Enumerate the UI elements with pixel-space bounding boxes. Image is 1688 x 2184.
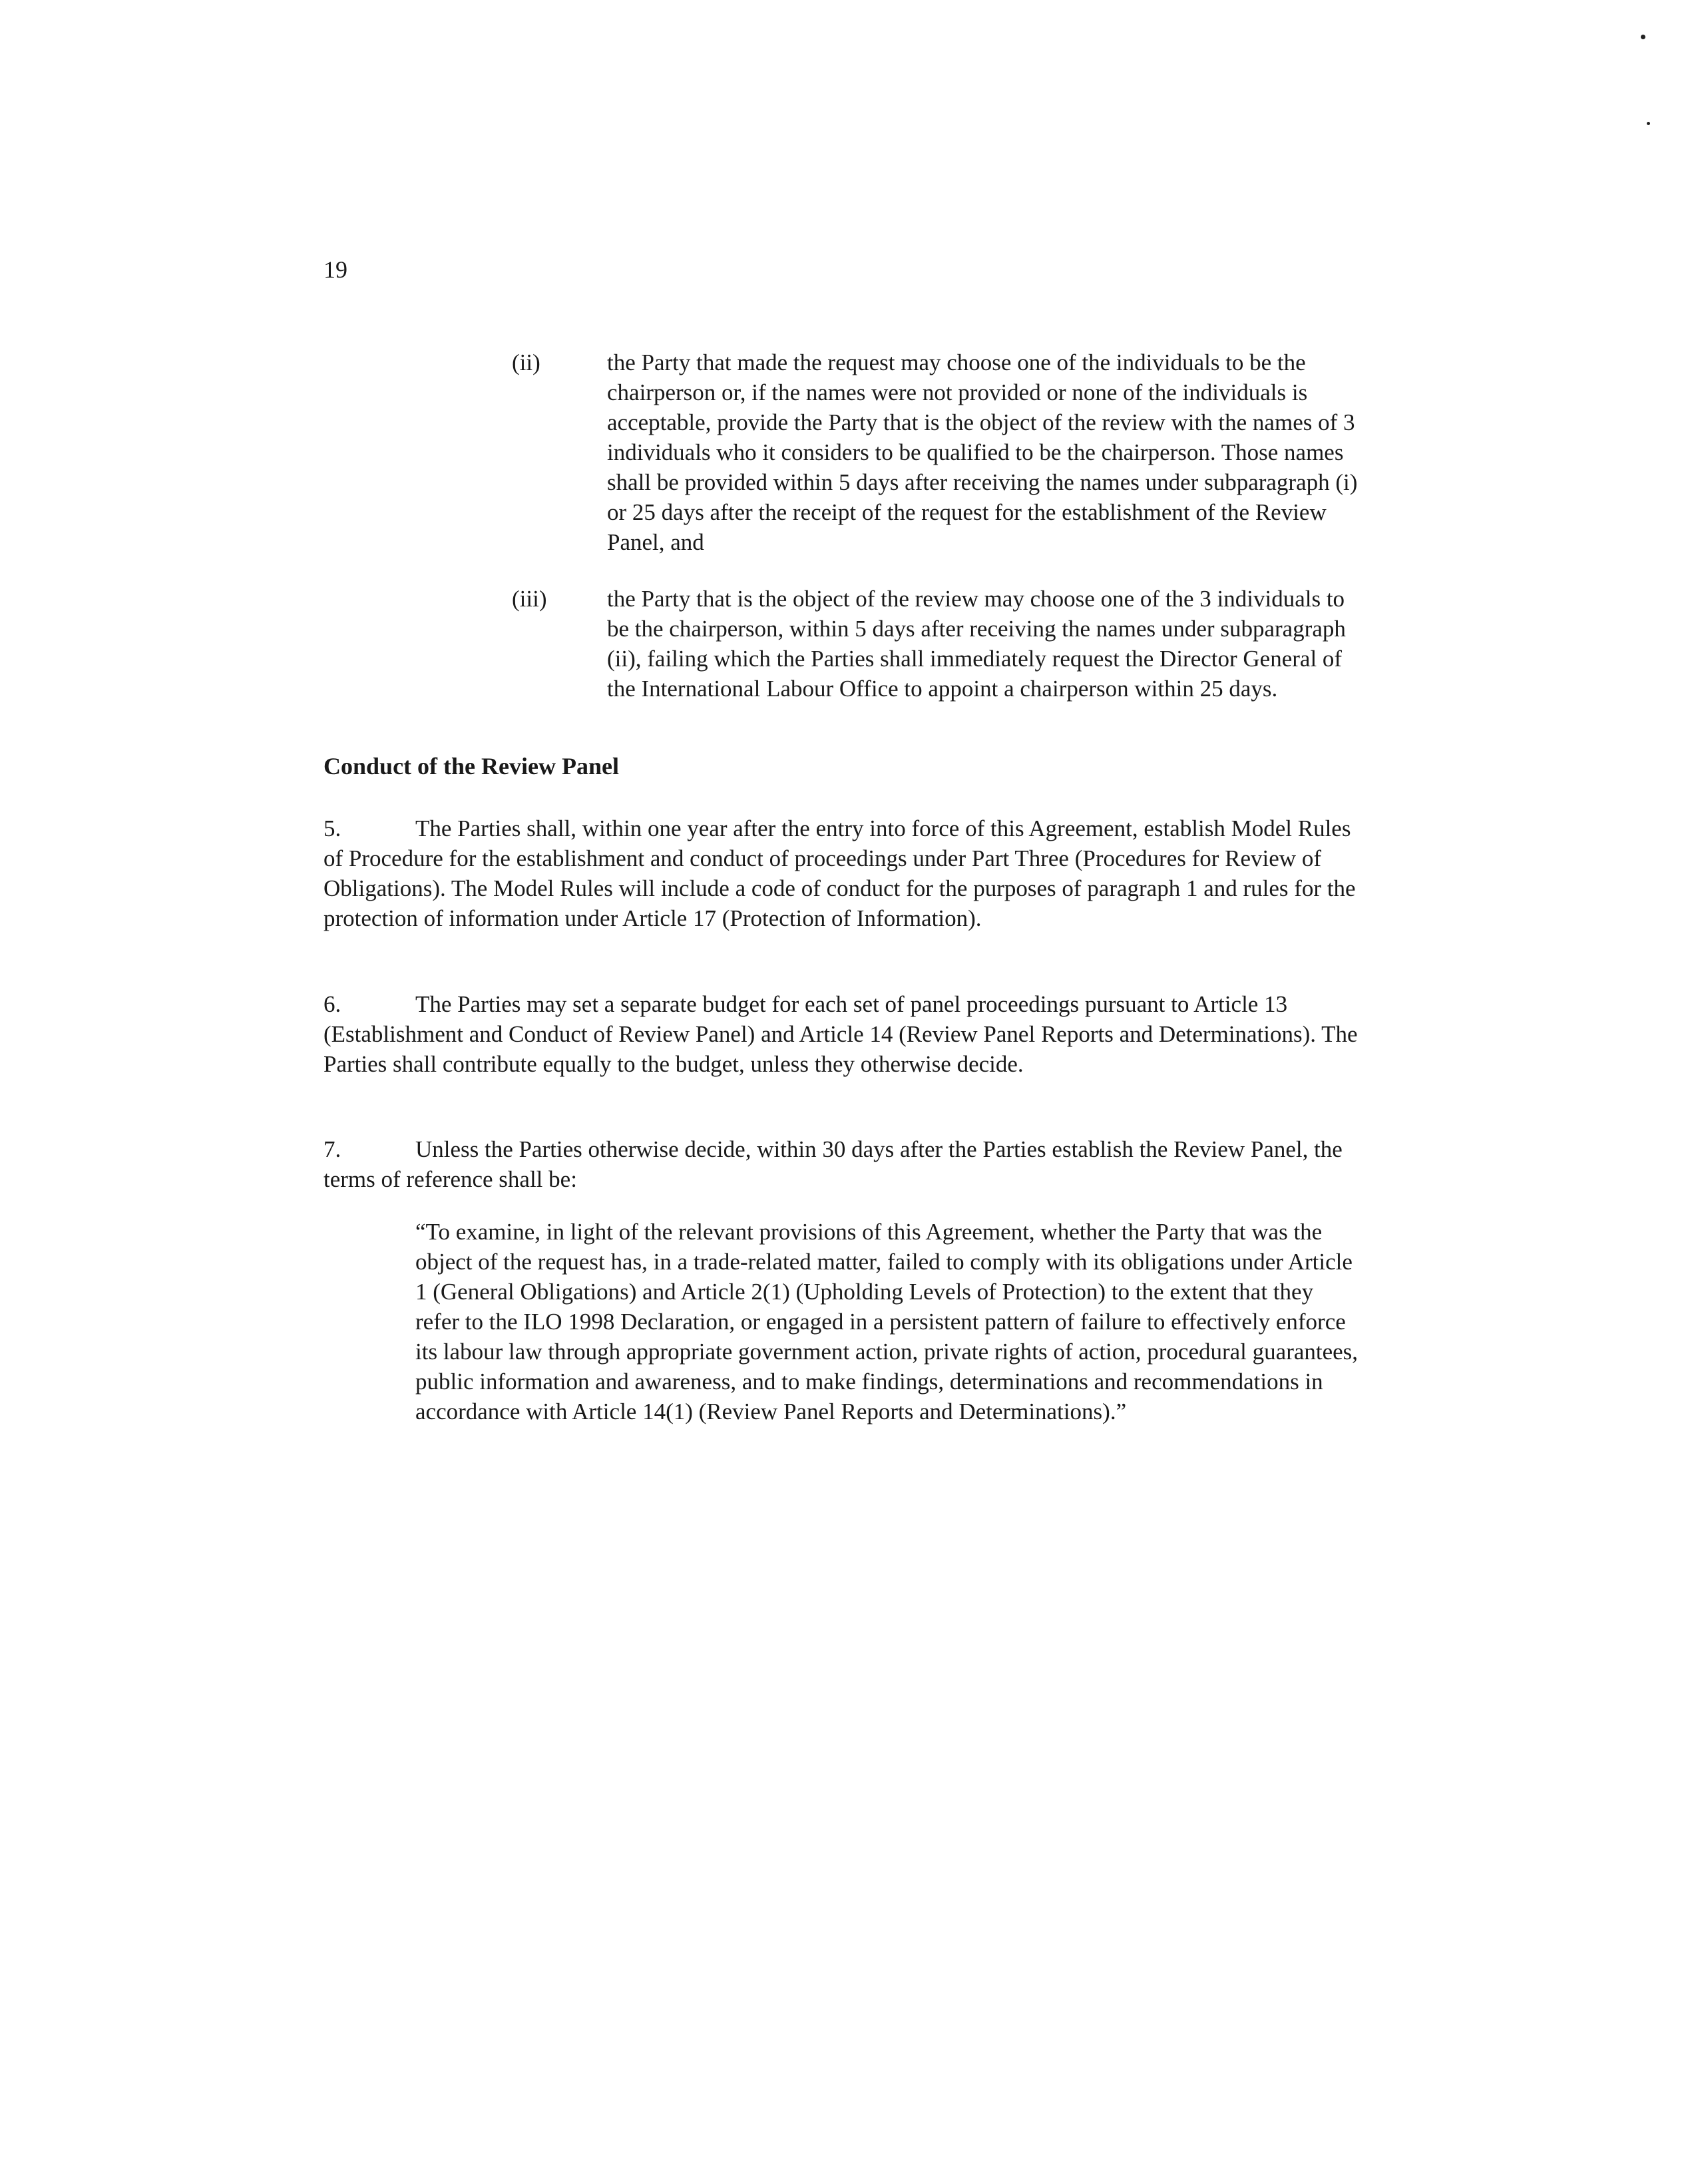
paragraph-5 (323, 813, 1362, 933)
page-number: 19 (323, 256, 347, 283)
section-heading: Conduct of the Review Panel (323, 753, 619, 779)
paragraph-text: The Parties may set a separate budget for each set of panel proceedings pursuant to Article 13 (Establishment and Conduct of Review Panel) and Article 14 (Review Panel Reports and Determinations). The Parties shall contribute equally to the budget, unless they otherwise decide. (323, 991, 1358, 1077)
paragraph-number: 6. (323, 991, 341, 1017)
subparagraph-text: the Party that made the request may choose one of the individuals to be the chairperson or, if the names were not provided or none of the individuals is acceptable, provide the Party that is the object of the review with the names of 3 individuals who it considers to be qualified to be the chairperson. Those names shall be provided within 5 days after receiving the names under subparagraph (i) or 25 days after the receipt of the request for the establishment of the Review Panel, and (607, 349, 1358, 555)
scan-speck (1641, 35, 1645, 39)
subparagraph-ii (323, 347, 1362, 557)
paragraph-number: 5. (323, 815, 341, 841)
subparagraph-iii (323, 584, 1362, 704)
paragraph-text: The Parties shall, within one year after the entry into force of this Agreement, establish Model Rules of Procedure for the establishment and conduct of proceedings under Part Three (Procedures for Review of Obligations). The Model Rules will include a code of conduct for the purposes of paragraph 1 and rules for the protection of information under Article 17 (Protection of Information). (323, 815, 1356, 931)
terms-of-reference-quote: “To examine, in light of the relevant provisions of this Agreement, whether the Party that was the object of the request has, in a trade-related matter, failed to comply with its obligations under Article 1 (General Obligations) and Article 2(1) (Upholding Levels of Protection) to the extent that they refer to the ILO 1998 Declaration, or engaged in a persistent pattern of failure to effectively enforce its labour law through appropriate government action, private rights of action, procedural guarantees, public information and awareness, and to make findings, determinations and recommendations in accordance with Article 14(1) (Review Panel Reports and Determinations).” (415, 1219, 1359, 1424)
subparagraph-list (323, 347, 1362, 730)
subparagraph-marker: (ii) (512, 349, 540, 375)
paragraph-7 (323, 1134, 1362, 1194)
paragraph-number: 7. (323, 1136, 341, 1162)
subparagraph-text: the Party that is the object of the review may choose one of the 3 individuals to be the chairperson, within 5 days after receiving the names under subparagraph (ii), failing which the Parties shall immediately request the Director General of the International Labour Office to appoint a chairperson within 25 days. (607, 586, 1346, 702)
paragraph-text: Unless the Parties otherwise decide, within 30 days after the Parties establish the Review Panel, the terms of reference shall be: (323, 1136, 1343, 1192)
scan-speck (1647, 122, 1650, 125)
paragraph-6 (323, 989, 1362, 1079)
subparagraph-marker: (iii) (512, 586, 547, 612)
